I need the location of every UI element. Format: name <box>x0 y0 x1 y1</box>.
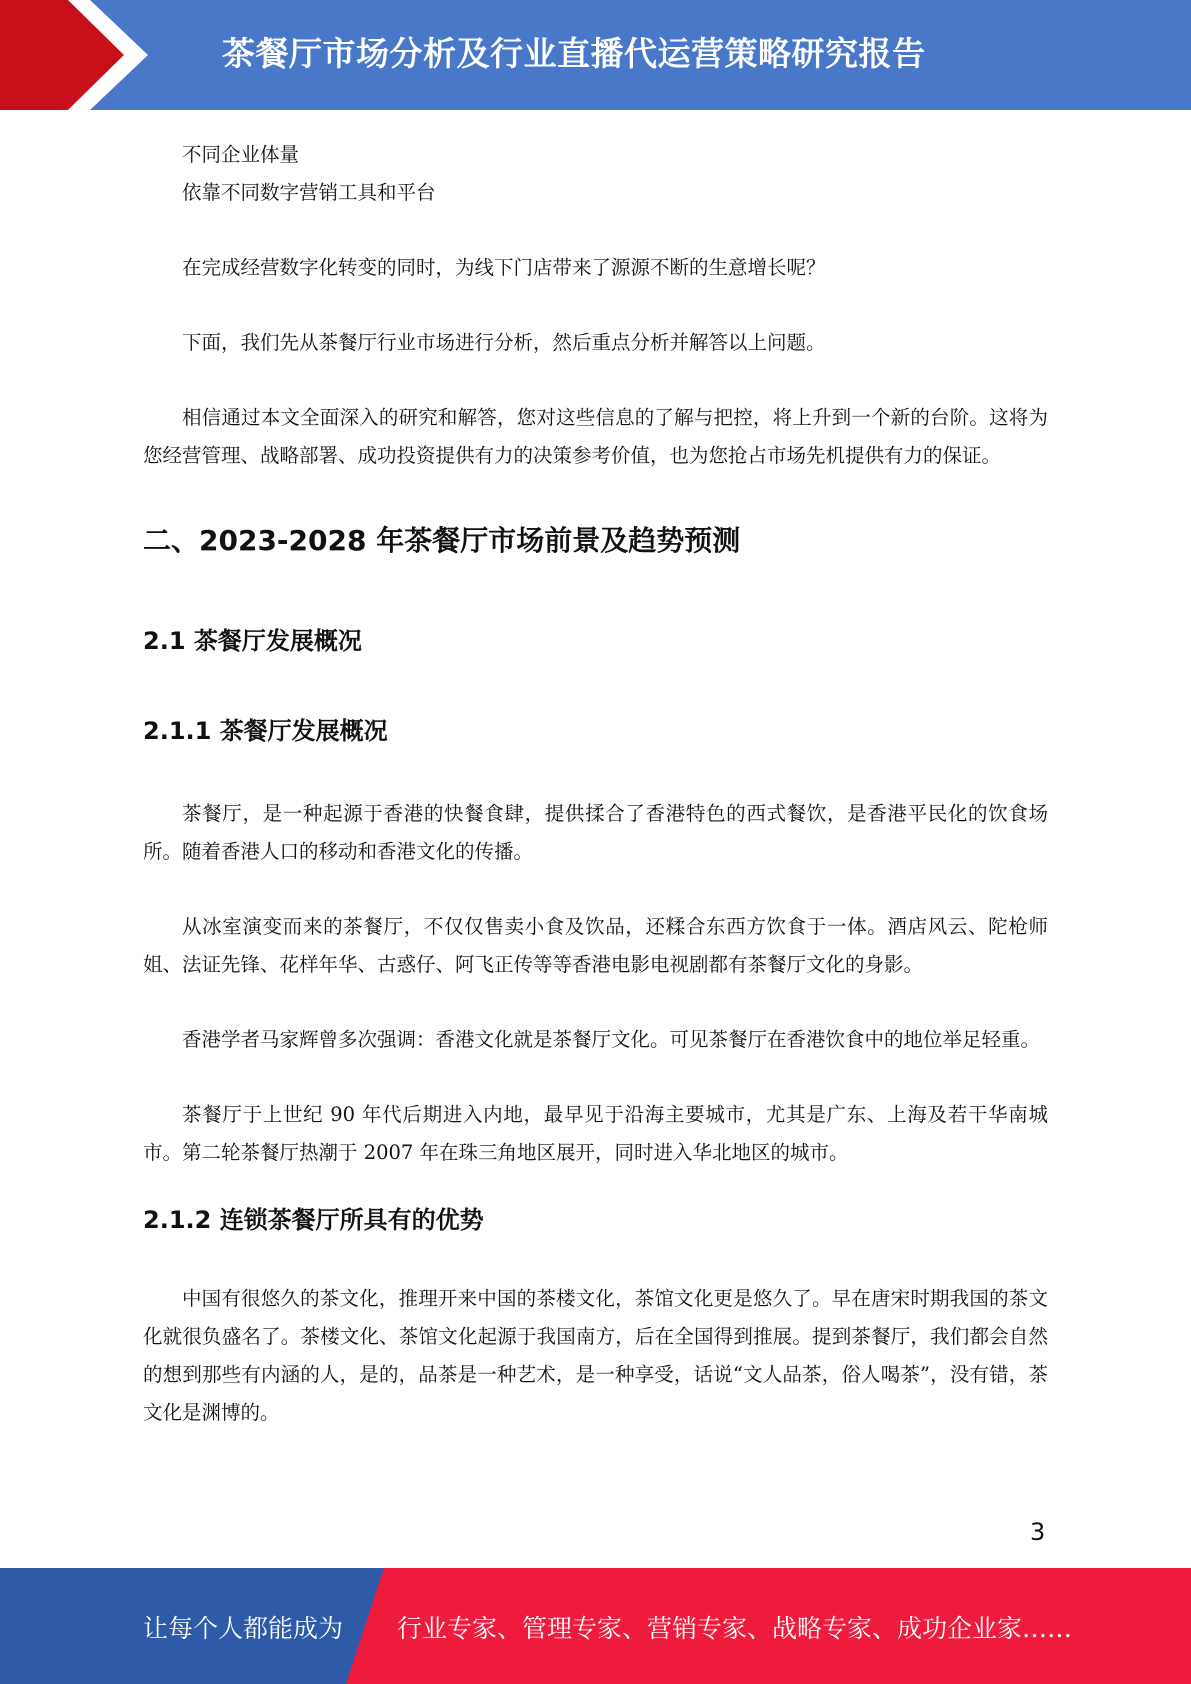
paragraph-212-a: 中国有很悠久的茶文化，推理开来中国的茶楼文化，茶馆文化更是悠久了。早在唐宋时期我国的茶文化就很负盛名了。茶楼文化、茶馆文化起源于我国南方，后在全国得到推展。提到茶餐厅，我们都会自然的想到那些有内涵的人，是的，品茶是一种艺术，是一种享受，话说“文人品茶，俗人喝茶”，没有错，茶文化是渊博的。 <box>143 1287 1048 1424</box>
document-body <box>143 136 1048 1432</box>
paragraph-trust: 相信通过本文全面深入的研究和解答，您对这些信息的了解与把控，将上升到一个新的台阶。这将为您经营管理、战略部署、成功投资提供有力的决策参考价值，也为您抢占市场先机提供有力的保证。 <box>143 406 1048 467</box>
section-2-1-1-heading: 2.1.1 茶餐厅发展概况 <box>143 717 388 745</box>
report-title: 茶餐厅市场分析及行业直播代运营策略研究报告 <box>222 34 926 73</box>
section-2-heading: 二、2023-2028 年茶餐厅市场前景及趋势预测 <box>143 524 741 557</box>
paragraph-211-b: 从冰室演变而来的茶餐厅，不仅仅售卖小食及饮品，还糅合东西方饮食于一体。酒店风云、陀枪师姐、法证先锋、花样年华、古惑仔、阿飞正传等等香港电影电视剧都有茶餐厅文化的身影。 <box>143 915 1048 976</box>
paragraph-211-d: 茶餐厅于上世纪 90 年代后期进入内地，最早见于沿海主要城市，尤其是广东、上海及若干华南城市。第二轮茶餐厅热潮于 2007 年在珠三角地区展开，同时进入华北地区的城市。 <box>143 1103 1048 1164</box>
paragraph-next: 下面，我们先从茶餐厅行业市场进行分析，然后重点分析并解答以上问题。 <box>182 331 826 354</box>
page-footer <box>0 1568 1191 1684</box>
paragraph-211-c: 香港学者马家辉曾多次强调：香港文化就是茶餐厅文化。可见茶餐厅在香港饮食中的地位举足轻重。 <box>182 1028 1041 1051</box>
paragraph-question: 在完成经营数字化转变的同时，为线下门店带来了源源不断的生意增长呢？ <box>182 256 826 279</box>
paragraph-211-a: 茶餐厅，是一种起源于香港的快餐食肆，提供揉合了香港特色的西式餐饮，是香港平民化的饮食场所。随着香港人口的移动和香港文化的传播。 <box>143 802 1048 863</box>
section-2-1-2-heading: 2.1.2 连锁茶餐厅所具有的优势 <box>143 1206 484 1234</box>
intro-line-1: 不同企业体量 <box>182 143 300 166</box>
page-header <box>0 0 1191 110</box>
section-2-1-heading: 2.1 茶餐厅发展概况 <box>143 627 362 655</box>
footer-slogan-right: 行业专家、管理专家、营销专家、战略专家、成功企业家…… <box>397 1614 1073 1643</box>
footer-slogan-left: 让每个人都能成为 <box>143 1614 344 1643</box>
intro-line-2: 依靠不同数字营销工具和平台 <box>182 181 436 204</box>
page-number: 3 <box>1030 1518 1046 1546</box>
